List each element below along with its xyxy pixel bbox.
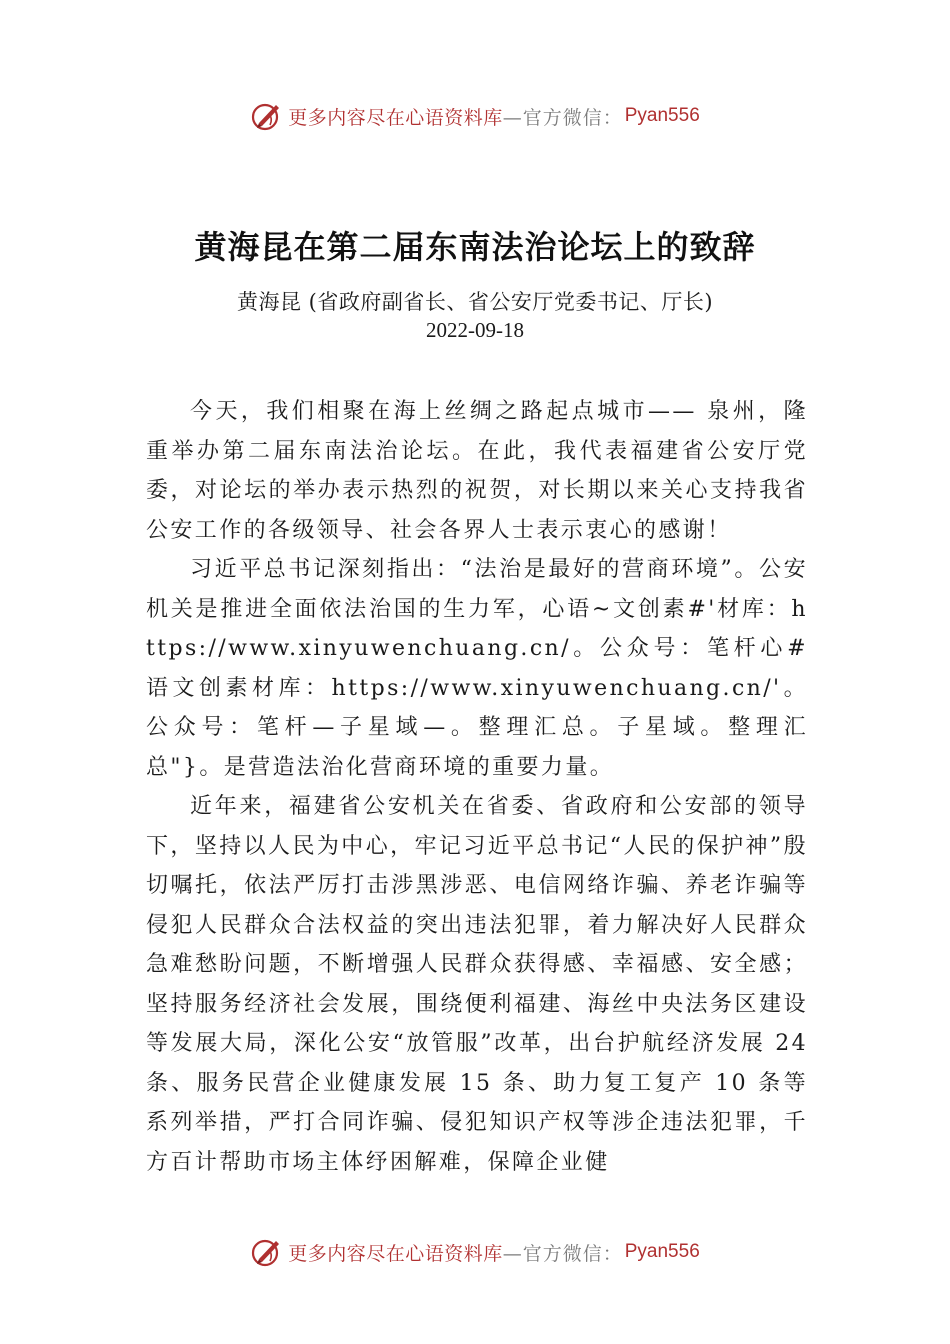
document-author: 黄海昆 (省政府副省长、省公安厅党委书记、厅长) bbox=[236, 290, 714, 314]
watermark-header bbox=[0, 96, 950, 136]
body-paragraph: 今天，我们相聚在海上丝绸之路起点城市—— 泉州，隆重举办第二届东南法治论坛。在此，我代表福建省公安厅党委，对论坛的举办表示热烈的祝贺，对长期以来关心支持我省公安工作的各级领导、社会各界人士表示衷心的感谢！ bbox=[146, 399, 808, 543]
document-date: 2022-09-18 bbox=[426, 318, 524, 342]
watermark-label: 更多内容尽在心语资料库 bbox=[288, 1242, 503, 1265]
document-title: 黄海昆在第二届东南法治论坛上的致辞 bbox=[194, 228, 756, 266]
document-body bbox=[146, 392, 808, 1182]
body-paragraph: 近年来，福建省公安机关在省委、省政府和公安部的领导下，坚持以人民为中心，牢记习近平总书记“人民的保护神”殷切嘱托，依法严厉打击涉黑涉恶、电信网络诈骗、养老诈骗等侵犯人民群众合法权益的突出违法犯罪，着力解决好人民群众急难愁盼问题，不断增强人民群众获得感、幸福感、安全感；坚持服务经济社会发展，围绕便利福建、海丝中央法务区建设等发展大局，深化公安“放管服”改革，出台护航经济发展 24 条、服务民营企业健康发展 15 条、助力复工复产 10 条等系列举措，严打合同诈骗、侵犯知识产权等涉企违法犯罪，千方百计帮助市场主体纾困解难，保障企业健 bbox=[146, 794, 808, 1175]
quill-pen-logo-icon bbox=[250, 99, 284, 133]
watermark-wechat-id: Pyan556 bbox=[624, 1241, 700, 1262]
watermark-wechat-id: Pyan556 bbox=[624, 105, 700, 126]
quill-pen-logo-icon bbox=[250, 1235, 284, 1269]
watermark-label: 更多内容尽在心语资料库 bbox=[288, 106, 503, 129]
body-paragraph: 习近平总书记深刻指出：“法治是最好的营商环境”。公安机关是推进全面依法治国的生力军，心语~文创素#'材库：https://www.xinyuwenchuang.cn/。公众号：笔杆心#语文创素材库：https://www.xinyuwenchuang.cn/'。公众号：笔杆—子星域—。整理汇总。子星域。整理汇总"}。是营造法治化营商环境的重要力量。 bbox=[146, 557, 808, 780]
watermark-wechat-label: —官方微信： bbox=[502, 106, 623, 129]
watermark-footer bbox=[0, 1232, 950, 1272]
watermark-wechat-label: —官方微信： bbox=[502, 1242, 623, 1265]
